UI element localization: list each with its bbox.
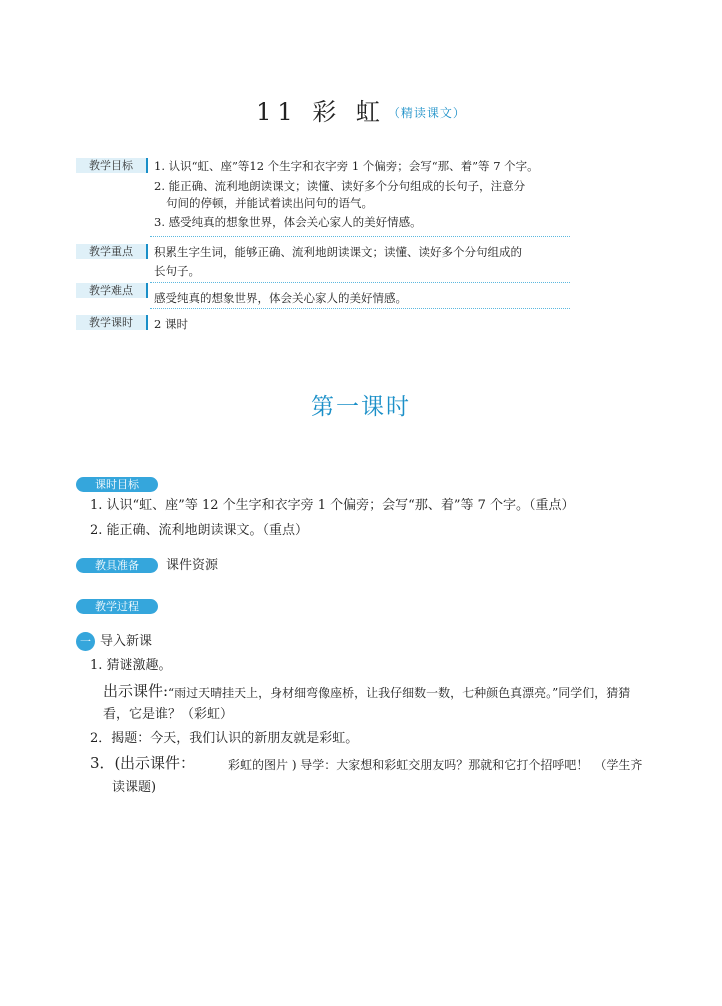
show-courseware-label: 出示课件: (103, 682, 169, 700)
step-3-text: 彩虹的图片 ) 导学：大家想和彩虹交朋友吗？那就和它打个招呼吧！ （学生齐 (228, 758, 643, 772)
objectives-pill: 课时目标 (76, 477, 158, 492)
lesson-title: 11 彩 虹 $^{(精读课文)}$ (256, 98, 466, 126)
difficulty-label: 教学难点 (76, 283, 148, 298)
goal-1: 1. 认识“虹、座”等12 个生字和衣字旁 1 个偏旁；会写“那、着”等 7 个字。 (154, 159, 539, 173)
hours-label: 教学课时 (76, 315, 148, 330)
step-1: 1. 猜谜激趣。 (90, 658, 172, 673)
difficulty-text: 感受纯真的想象世界，体会关心家人的美好情感。 (154, 291, 407, 305)
divider (150, 282, 570, 283)
step-1-riddle-cont: 看，它是谁？（彩虹） (103, 707, 234, 722)
section-title: 导入新课 (100, 634, 153, 649)
goal-3: 3. 感受纯真的想象世界，体会关心家人的美好情感。 (154, 215, 422, 229)
objective-2: 2. 能正确、流利地朗读课文。（重点） (90, 523, 309, 538)
prep-text: 课件资源 (166, 558, 219, 573)
process-pill: 教学过程 (76, 599, 158, 614)
objective-1: 1. 认识“虹、座”等 12 个生字和衣字旁 1 个偏旁；会写“那、着”等 7 个字。（重点） (90, 498, 575, 513)
key-line-2: 长句子。 (154, 264, 200, 278)
section-number-badge: 一 (76, 632, 95, 651)
key-line-1: 积累生字生词，能够正确、流利地朗读课文；读懂、读好多个分句组成的 (154, 245, 522, 259)
prep-pill: 教具准备 (76, 558, 158, 573)
divider (150, 308, 570, 309)
goal-2: 2. 能正确、流利地朗读课文；读懂、读好多个分句组成的长句子，注意分 (154, 179, 526, 193)
hours-text: 2 课时 (154, 317, 188, 331)
step-3-courseware-label: 出示课件： (120, 754, 196, 772)
key-label: 教学重点 (76, 244, 148, 259)
divider (150, 236, 570, 237)
step-3-cont: 读课题) (112, 780, 157, 795)
step-3-prefix: 3．( (90, 754, 121, 772)
lesson-subtitle: （精读课文） (387, 106, 466, 120)
step-1-riddle: “雨过天晴挂天上，身材细弯像座桥，让我仔细数一数，七种颜色真漂亮。”同学们，猜猜 (168, 686, 631, 700)
step-2: 2．揭题：今天，我们认识的新朋友就是彩虹。 (90, 731, 359, 746)
goal-2-cont: 句间的停顿，并能试着读出问句的语气。 (166, 196, 373, 210)
section-heading: 第一课时 (311, 394, 411, 420)
goals-label: 教学目标 (76, 158, 148, 173)
